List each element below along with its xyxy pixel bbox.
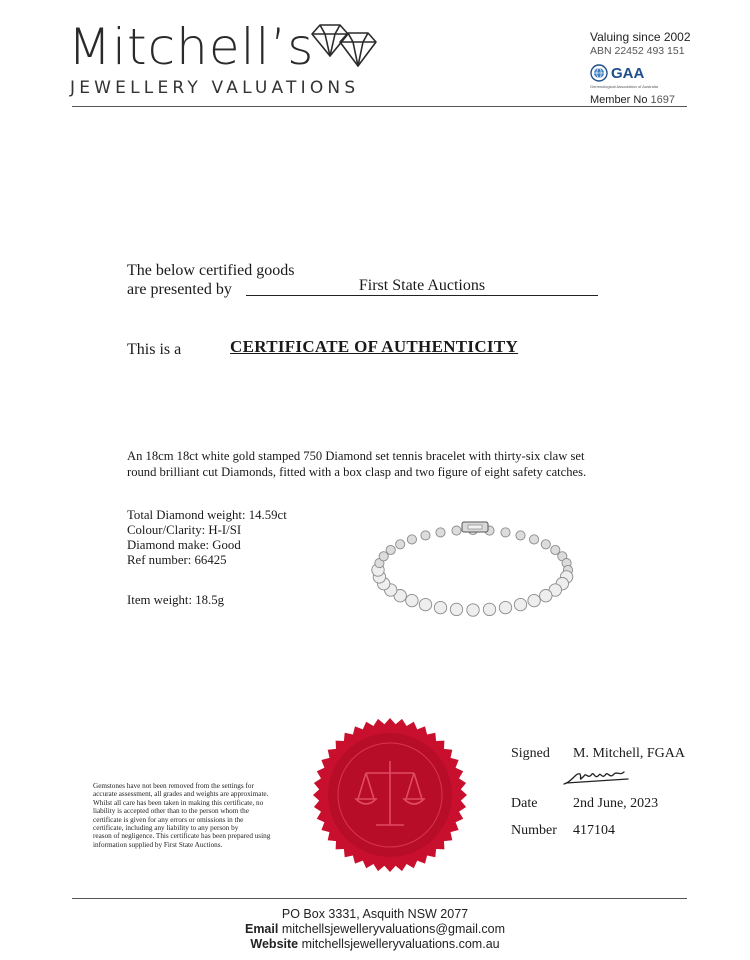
bracelet-stone — [514, 598, 526, 610]
this-is-label: This is a — [127, 341, 182, 358]
disclaimer — [93, 782, 293, 849]
spec-ref-number: Ref number: 66425 — [127, 553, 227, 567]
brand-subtitle: JEWELLERY VALUATIONS — [70, 78, 360, 98]
signature — [562, 766, 642, 788]
bracelet-stone — [516, 531, 525, 540]
number-label: Number — [511, 823, 557, 838]
footer-address: PO Box 3331, Asquith NSW 2077 — [281, 907, 469, 921]
date-value: 2nd June, 2023 — [573, 796, 659, 811]
wax-seal-icon — [310, 715, 470, 875]
member-label: Member No — [590, 94, 648, 106]
bracelet-photo — [368, 512, 578, 622]
bracelet-stone — [386, 545, 395, 554]
header-divider — [72, 106, 687, 107]
gaa-label: GAA — [611, 64, 645, 82]
disclaimer-line: certificate is given for any errors or omissions in the — [93, 815, 244, 824]
member-number — [590, 94, 691, 106]
abn: ABN 22452 493 151 — [590, 45, 685, 57]
number-value: 417104 — [573, 823, 615, 838]
bracelet-stone — [434, 601, 446, 613]
bracelet-stone — [452, 526, 461, 535]
footer-email — [0, 922, 750, 936]
gaa-tagline: Gemmological Association of Australia — [590, 84, 658, 89]
description-line-2: round brilliant cut Diamonds, fitted with a box clasp and two figure of eight safety catches. — [127, 465, 587, 479]
email-value[interactable]: mitchellsjewelleryvaluations@gmail.com — [281, 922, 506, 936]
diamonds-logo-icon — [310, 22, 382, 72]
bracelet-stone — [407, 535, 416, 544]
disclaimer-line: reason of negligence. This certificate has been prepared using — [93, 832, 271, 841]
website-value[interactable]: mitchellsjewelleryvaluations.com.au — [301, 937, 500, 951]
bracelet-stone — [436, 528, 445, 537]
bracelet-stone — [540, 590, 552, 602]
bracelet-stone — [530, 535, 539, 544]
footer-divider — [72, 898, 687, 899]
bracelet-stone — [528, 594, 540, 606]
bracelet-stone — [501, 528, 510, 537]
spec-colour-clarity: Colour/Clarity: H-I/SI — [127, 523, 242, 537]
bracelet-stone — [421, 531, 430, 540]
bracelet-stone — [406, 594, 418, 606]
disclaimer-line: Gemstones have not been removed from the settings for — [93, 782, 254, 790]
gaa-badge — [590, 63, 691, 83]
intro-line-2: are presented by — [127, 281, 232, 298]
disclaimer-line: Whilst all care has been taken in making this certificate, no — [93, 798, 264, 807]
bracelet-stone — [419, 598, 431, 610]
description-line-1: An 18cm 18ct white gold stamped 750 Diamond set tennis bracelet with thirty-six claw set — [127, 449, 585, 463]
bracelet-stone — [450, 603, 462, 615]
spec-diamond-make: Diamond make: Good — [127, 538, 241, 552]
bracelet-stone — [499, 601, 511, 613]
website-label: Website — [250, 937, 299, 951]
certificate-title: CERTIFICATE OF AUTHENTICITY — [230, 337, 519, 356]
disclaimer-line: liability is accepted other than to the person whom the — [93, 807, 249, 816]
email-label: Email — [244, 922, 279, 936]
brand-name: Mitchell’s — [68, 18, 315, 76]
valuing-since: Valuing since 2002 — [590, 30, 691, 44]
member-value: 1697 — [650, 94, 676, 106]
spec-total-weight: Total Diamond weight: 14.59ct — [127, 508, 287, 522]
spec-item-weight: Item weight: 18.5g — [127, 593, 225, 607]
bracelet-stone — [396, 540, 405, 549]
intro-line-1: The below certified goods — [127, 262, 295, 279]
signed-label: Signed — [511, 746, 550, 761]
date-label: Date — [511, 796, 538, 811]
bracelet-stone — [541, 540, 550, 549]
presenter-name: First State Auctions — [246, 277, 598, 296]
signed-value: M. Mitchell, FGAA — [573, 746, 685, 761]
disclaimer-line: certificate, including any liability to any person by — [93, 824, 239, 833]
disclaimer-line: accurate assessment, all grades and weights are approximate. — [93, 790, 269, 799]
gaa-globe-icon — [590, 64, 608, 82]
footer-website — [0, 937, 750, 951]
header-credentials — [590, 30, 691, 106]
disclaimer-line: information supplied by First State Auctions. — [93, 840, 223, 849]
bracelet-stone — [467, 604, 479, 616]
item-description — [127, 448, 627, 480]
bracelet-stone — [483, 603, 495, 615]
